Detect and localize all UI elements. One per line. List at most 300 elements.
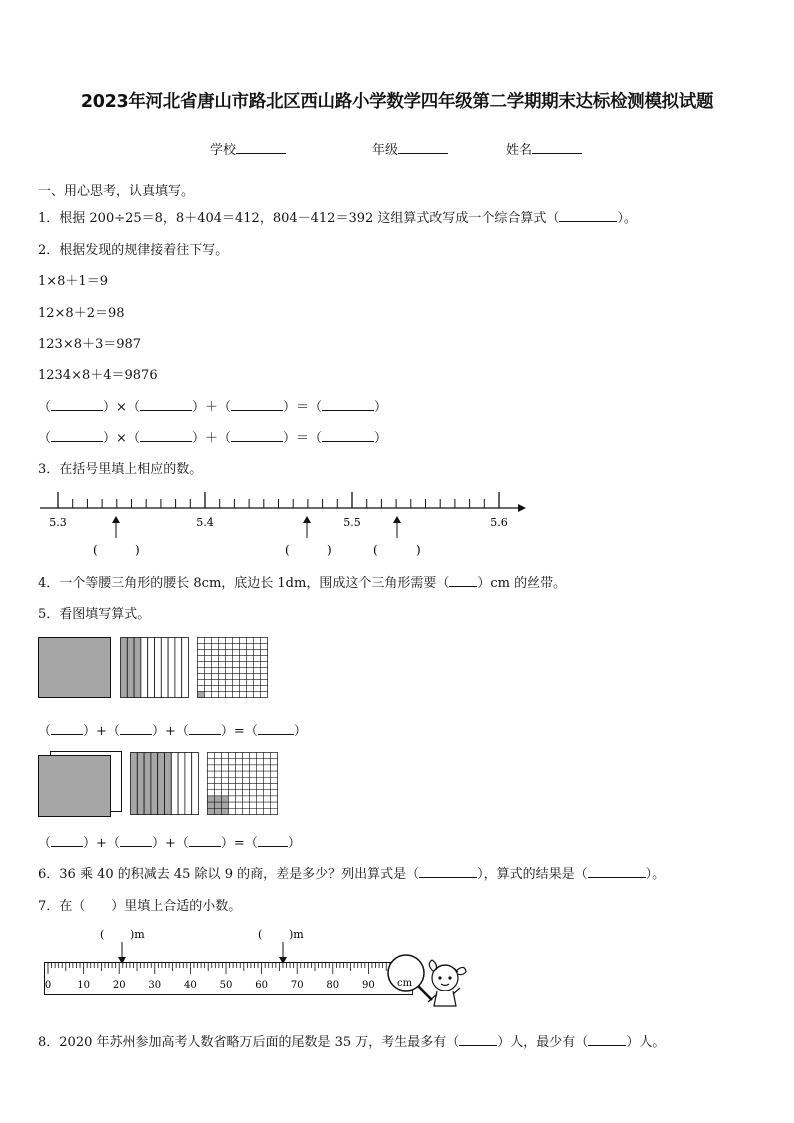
- grid-cell: [198, 674, 205, 680]
- question-2: 2．根据发现的规律接着往下写。: [38, 243, 229, 258]
- grid-cell: [215, 753, 222, 759]
- grid-cell: [215, 802, 222, 808]
- blank[interactable]: [120, 834, 152, 847]
- grid-cell: [240, 692, 247, 698]
- answer-paren: (: [93, 543, 98, 557]
- grid-cell: [212, 662, 219, 668]
- question-4: 4．一个等腰三角形的腰长 8cm，底边长 1dm，围成这个三角形需要（ ）cm 的丝带。: [38, 576, 567, 591]
- grid-cell: [261, 680, 268, 686]
- grid-cell: [212, 644, 219, 650]
- grid-cell: [222, 808, 229, 814]
- grid-cell: [208, 777, 215, 783]
- section-heading: 一、用心思考，认真填写。: [38, 184, 195, 199]
- grid-cell: [205, 656, 212, 662]
- blank[interactable]: [322, 429, 374, 442]
- grid-cell: [219, 668, 226, 674]
- grid-cell: [254, 650, 261, 656]
- q1-text: 1．根据 200÷25＝8，8＋404＝412，804－412＝392 这组算式改写成一个综合算式（: [38, 211, 560, 226]
- up-arrow-icon: [112, 516, 120, 538]
- strip: [121, 638, 128, 698]
- answer-paren-left: (: [100, 928, 105, 941]
- grid-cell: [226, 692, 233, 698]
- grid-cell: [229, 759, 236, 765]
- grid-cell: [271, 784, 278, 790]
- figure-row-2: [38, 748, 282, 818]
- strip: [131, 753, 138, 815]
- grid-cell: [271, 808, 278, 814]
- grid-cell: [226, 662, 233, 668]
- grid-cell: [250, 759, 257, 765]
- blank[interactable]: [231, 429, 283, 442]
- grid-cell: [247, 674, 254, 680]
- grid-cell: [261, 656, 268, 662]
- grid-cell: [219, 686, 226, 692]
- grid-cell: [229, 777, 236, 783]
- grid-cell: [222, 759, 229, 765]
- grid-cell: [254, 668, 261, 674]
- grid-cell: [254, 674, 261, 680]
- svg-text:): ): [416, 543, 421, 557]
- grid-cell: [198, 668, 205, 674]
- tick-label: 5.5: [343, 516, 361, 529]
- grid-cell: [257, 777, 264, 783]
- grid-cell: [236, 753, 243, 759]
- grid-cell: [257, 796, 264, 802]
- grid-cell: [208, 802, 215, 808]
- grid-cell: [257, 753, 264, 759]
- blank[interactable]: [189, 834, 221, 847]
- grid-cell: [229, 802, 236, 808]
- grade-field: [372, 139, 448, 158]
- grid-cell: [226, 680, 233, 686]
- grid-cell: [222, 796, 229, 802]
- grid-cell: [254, 656, 261, 662]
- ruler-label: 10: [77, 980, 90, 991]
- girl-icon: [428, 960, 466, 1006]
- grid-cell: [205, 650, 212, 656]
- grid-cell: [250, 784, 257, 790]
- blank[interactable]: [51, 722, 83, 735]
- grid-cell: [247, 680, 254, 686]
- strip: [158, 753, 165, 815]
- grid-cell: [215, 777, 222, 783]
- grid-cell: [264, 784, 271, 790]
- question-1: [38, 207, 637, 226]
- grid-cell: [198, 656, 205, 662]
- grade-blank[interactable]: [398, 141, 448, 154]
- grid-cell: [215, 790, 222, 796]
- grid-cell: [205, 662, 212, 668]
- grid-cell: [257, 765, 264, 771]
- strip: [178, 753, 185, 815]
- ruler-label: 60: [255, 980, 268, 991]
- grid-cell: [198, 638, 205, 644]
- grid-cell: [271, 765, 278, 771]
- grid-cell: [257, 802, 264, 808]
- grid-cell: [240, 674, 247, 680]
- hundredths-grid: [208, 753, 278, 815]
- grid-cell: [226, 656, 233, 662]
- school-label: 学校: [210, 143, 237, 158]
- ruler-label: 80: [326, 980, 340, 991]
- unit-label: )m: [130, 928, 145, 941]
- grid-cell: [236, 777, 243, 783]
- strip: [144, 753, 151, 815]
- grid-cell: [226, 650, 233, 656]
- ruler-label: 0: [44, 980, 52, 991]
- q6-expression-blank[interactable]: [419, 865, 477, 878]
- grid-cell: [219, 638, 226, 644]
- grid-cell: [205, 692, 212, 698]
- strip: [134, 638, 141, 698]
- grid-cell: [240, 638, 247, 644]
- grid-cell: [219, 662, 226, 668]
- strip: [141, 638, 148, 698]
- grid-cell: [226, 668, 233, 674]
- grid-cell: [271, 802, 278, 808]
- blank[interactable]: [51, 429, 103, 442]
- strip: [182, 638, 189, 698]
- strip: [148, 638, 155, 698]
- blank[interactable]: [258, 722, 294, 735]
- grid-cell: [250, 796, 257, 802]
- grade-label: 年级: [372, 143, 399, 158]
- ruler-label: 90: [362, 980, 375, 991]
- blank[interactable]: [51, 398, 103, 411]
- grid-cell: [257, 784, 264, 790]
- number-line-ticks: [58, 492, 499, 508]
- grid-cell: [219, 680, 226, 686]
- grid-cell: [243, 790, 250, 796]
- ruler-label: 40: [184, 980, 197, 991]
- up-arrow-icon: [393, 516, 401, 538]
- grid-cell: [219, 650, 226, 656]
- q8-max-blank[interactable]: [459, 1033, 497, 1046]
- grid-cell: [264, 796, 271, 802]
- cm-label: cm: [397, 978, 413, 989]
- grid-cell: [261, 674, 268, 680]
- ruler-label: 70: [290, 980, 304, 991]
- question-6: 6．36 乘 40 的积减去 45 除以 9 的商，差是多少？列出算式是（ ），算式的结果是（ ）。: [38, 867, 666, 882]
- whole-square: [39, 756, 111, 817]
- strip: [137, 753, 144, 815]
- answer-paren: (: [285, 543, 290, 557]
- grid-cell: [236, 759, 243, 765]
- grid-cell: [264, 777, 271, 783]
- page-title: 2023年河北省唐山市路北区西山路小学数学四年级第二学期期末达标检测模拟试题: [80, 92, 714, 112]
- grid-cell: [243, 784, 250, 790]
- grid-cell: [247, 638, 254, 644]
- grid-cell: [229, 784, 236, 790]
- grid-cell: [257, 790, 264, 796]
- arrowhead-icon: [518, 504, 526, 512]
- grid-cell: [247, 656, 254, 662]
- strip: [127, 638, 134, 698]
- grid-cell: [222, 777, 229, 783]
- grid-cell: [250, 753, 257, 759]
- grid-cell: [254, 662, 261, 668]
- name-blank[interactable]: [532, 141, 582, 154]
- grid-cell: [229, 790, 236, 796]
- whole-square: [39, 638, 111, 698]
- grid-cell: [254, 680, 261, 686]
- q1-text-end: ）。: [617, 211, 637, 226]
- grid-cell: [247, 644, 254, 650]
- ruler-label: 20: [112, 980, 126, 991]
- grid-cell: [250, 802, 257, 808]
- grid-cell: [243, 796, 250, 802]
- grid-cell: [236, 796, 243, 802]
- grid-cell: [212, 668, 219, 674]
- grid-cell: [240, 662, 247, 668]
- grid-cell: [219, 674, 226, 680]
- grid-cell: [254, 686, 261, 692]
- grid-cell: [233, 638, 240, 644]
- grid-cell: [212, 650, 219, 656]
- grid-cell: [229, 753, 236, 759]
- strip: [165, 753, 172, 815]
- grid-cell: [215, 784, 222, 790]
- grid-cell: [208, 771, 215, 777]
- grid-cell: [250, 808, 257, 814]
- grid-cell: [208, 784, 215, 790]
- ruler-label: 50: [219, 980, 233, 991]
- figure-row-1: [38, 637, 278, 699]
- grid-cell: [222, 790, 229, 796]
- pattern-answer-row-1: （ ）×（ ）＋（ ）＝（ ）: [38, 400, 388, 415]
- grid-cell: [212, 692, 219, 698]
- blank[interactable]: [120, 722, 152, 735]
- grid-cell: [271, 796, 278, 802]
- grid-cell: [205, 686, 212, 692]
- grid-cell: [208, 765, 215, 771]
- school-field: [210, 139, 286, 158]
- answer-paren-left: (: [258, 928, 263, 941]
- answer-paren: (: [373, 543, 378, 557]
- grid-cell: [240, 656, 247, 662]
- down-arrow-icon: [279, 942, 287, 964]
- grid-cell: [257, 759, 264, 765]
- grid-cell: [222, 784, 229, 790]
- grid-cell: [215, 796, 222, 802]
- hundredths-grid: [198, 638, 268, 698]
- grid-cell: [229, 808, 236, 814]
- grid-cell: [205, 674, 212, 680]
- q8-min-blank[interactable]: [588, 1033, 626, 1046]
- grid-cell: [226, 638, 233, 644]
- grid-cell: [236, 802, 243, 808]
- grid-cell: [205, 644, 212, 650]
- grid-cell: [271, 790, 278, 796]
- grid-cell: [222, 771, 229, 777]
- name-label: 姓名: [506, 143, 533, 158]
- question-7: 7．在（ ）里填上合适的小数。: [38, 899, 242, 914]
- figure-2-equation: （ ）+（ ）+（ ）=（ ）: [38, 836, 301, 851]
- grid-cell: [247, 668, 254, 674]
- grid-cell: [222, 753, 229, 759]
- grid-cell: [271, 759, 278, 765]
- grid-cell: [219, 644, 226, 650]
- grid-cell: [243, 771, 250, 777]
- grid-cell: [264, 802, 271, 808]
- grid-cell: [254, 644, 261, 650]
- grid-cell: [198, 680, 205, 686]
- blank[interactable]: [322, 398, 374, 411]
- blank[interactable]: [140, 398, 192, 411]
- grid-cell: [229, 771, 236, 777]
- q1-answer-blank[interactable]: [559, 209, 617, 222]
- grid-cell: [264, 759, 271, 765]
- grid-cell: [215, 771, 222, 777]
- grid-cell: [198, 692, 205, 698]
- grid-cell: [243, 777, 250, 783]
- tenths-strips: [131, 753, 199, 815]
- grid-cell: [243, 753, 250, 759]
- strip: [161, 638, 168, 698]
- question-8: 8．2020 年苏州参加高考人数省略万后面的尾数是 35 万，考生最多有（ ）人，最少有（ ）人。: [38, 1035, 666, 1050]
- strip: [168, 638, 175, 698]
- grid-cell: [212, 656, 219, 662]
- grid-cell: [236, 765, 243, 771]
- pattern-line-3: 123×8＋3＝987: [38, 337, 142, 352]
- question-5: 5．看图填写算式。: [38, 607, 151, 622]
- strip: [185, 753, 192, 815]
- blank[interactable]: [189, 722, 221, 735]
- grid-cell: [236, 784, 243, 790]
- grid-cell: [229, 796, 236, 802]
- pattern-line-2: 12×8＋2＝98: [38, 306, 125, 321]
- grid-cell: [222, 765, 229, 771]
- grid-cell: [233, 668, 240, 674]
- grid-cell: [233, 680, 240, 686]
- grid-cell: [215, 765, 222, 771]
- grid-cell: [229, 765, 236, 771]
- grid-cell: [247, 662, 254, 668]
- grid-cell: [257, 808, 264, 814]
- grid-cell: [254, 692, 261, 698]
- grid-cell: [271, 771, 278, 777]
- grid-cell: [212, 686, 219, 692]
- grid-cell: [226, 644, 233, 650]
- grid-cell: [264, 790, 271, 796]
- grid-cell: [233, 650, 240, 656]
- tick-label: 5.4: [196, 516, 214, 529]
- grid-cell: [240, 680, 247, 686]
- grid-cell: [208, 808, 215, 814]
- pattern-line-4: 1234×8＋4＝9876: [38, 368, 158, 383]
- grid-cell: [205, 638, 212, 644]
- strip: [175, 638, 182, 698]
- grid-cell: [264, 765, 271, 771]
- grid-cell: [208, 753, 215, 759]
- grid-cell: [271, 753, 278, 759]
- figure-1-equation: （ ）+（ ）+（ ）=（ ）: [38, 724, 307, 739]
- grid-cell: [198, 644, 205, 650]
- grid-cell: [261, 644, 268, 650]
- grid-cell: [222, 802, 229, 808]
- grid-cell: [243, 802, 250, 808]
- grid-cell: [240, 668, 247, 674]
- grid-cell: [233, 644, 240, 650]
- grid-cell: [226, 686, 233, 692]
- grid-cell: [264, 771, 271, 777]
- grid-cell: [212, 674, 219, 680]
- strip: [151, 753, 158, 815]
- grid-cell: [208, 759, 215, 765]
- ruler-figure: [40, 922, 480, 1014]
- grid-cell: [257, 771, 264, 777]
- grid-cell: [261, 638, 268, 644]
- unit-label: )m: [289, 928, 304, 941]
- grid-cell: [233, 662, 240, 668]
- strip: [171, 753, 178, 815]
- grid-cell: [243, 759, 250, 765]
- grid-cell: [208, 796, 215, 802]
- grid-cell: [250, 790, 257, 796]
- grid-cell: [212, 680, 219, 686]
- grid-cell: [250, 777, 257, 783]
- grid-cell: [233, 686, 240, 692]
- strip: [192, 753, 199, 815]
- grid-cell: [219, 692, 226, 698]
- grid-cell: [243, 765, 250, 771]
- up-arrow-icon: [303, 516, 311, 538]
- grid-cell: [205, 680, 212, 686]
- svg-text:): ): [327, 543, 332, 557]
- grid-cell: [243, 808, 250, 814]
- pattern-answer-row-2: （ ）×（ ）＋（ ）＝（ ）: [38, 431, 388, 446]
- grid-cell: [261, 686, 268, 692]
- q4-answer-blank[interactable]: [449, 574, 477, 587]
- grid-cell: [247, 686, 254, 692]
- grid-cell: [233, 656, 240, 662]
- grid-cell: [240, 686, 247, 692]
- grid-cell: [236, 771, 243, 777]
- grid-cell: [271, 777, 278, 783]
- grid-cell: [226, 674, 233, 680]
- blank[interactable]: [51, 834, 83, 847]
- strip: [155, 638, 162, 698]
- grid-cell: [261, 692, 268, 698]
- grid-cell: [264, 753, 271, 759]
- grid-cell: [247, 650, 254, 656]
- blank[interactable]: [231, 398, 283, 411]
- grid-cell: [236, 790, 243, 796]
- blank[interactable]: [258, 834, 288, 847]
- blank[interactable]: [140, 429, 192, 442]
- grid-cell: [208, 790, 215, 796]
- grid-cell: [198, 686, 205, 692]
- grid-cell: [236, 808, 243, 814]
- magnifier-handle: [418, 986, 432, 1000]
- number-line: [40, 486, 540, 558]
- grid-cell: [261, 662, 268, 668]
- tick-label: 5.3: [49, 516, 67, 529]
- grid-cell: [250, 771, 257, 777]
- grid-cell: [240, 644, 247, 650]
- ruler-label: 30: [148, 980, 162, 991]
- grid-cell: [219, 656, 226, 662]
- grid-cell: [240, 650, 247, 656]
- school-blank[interactable]: [236, 141, 286, 154]
- grid-cell: [205, 668, 212, 674]
- grid-cell: [254, 638, 261, 644]
- q6-result-blank[interactable]: [588, 865, 646, 878]
- grid-cell: [233, 692, 240, 698]
- grid-cell: [198, 662, 205, 668]
- pattern-line-1: 1×8＋1＝9: [38, 274, 108, 289]
- tick-label: 5.6: [490, 516, 508, 529]
